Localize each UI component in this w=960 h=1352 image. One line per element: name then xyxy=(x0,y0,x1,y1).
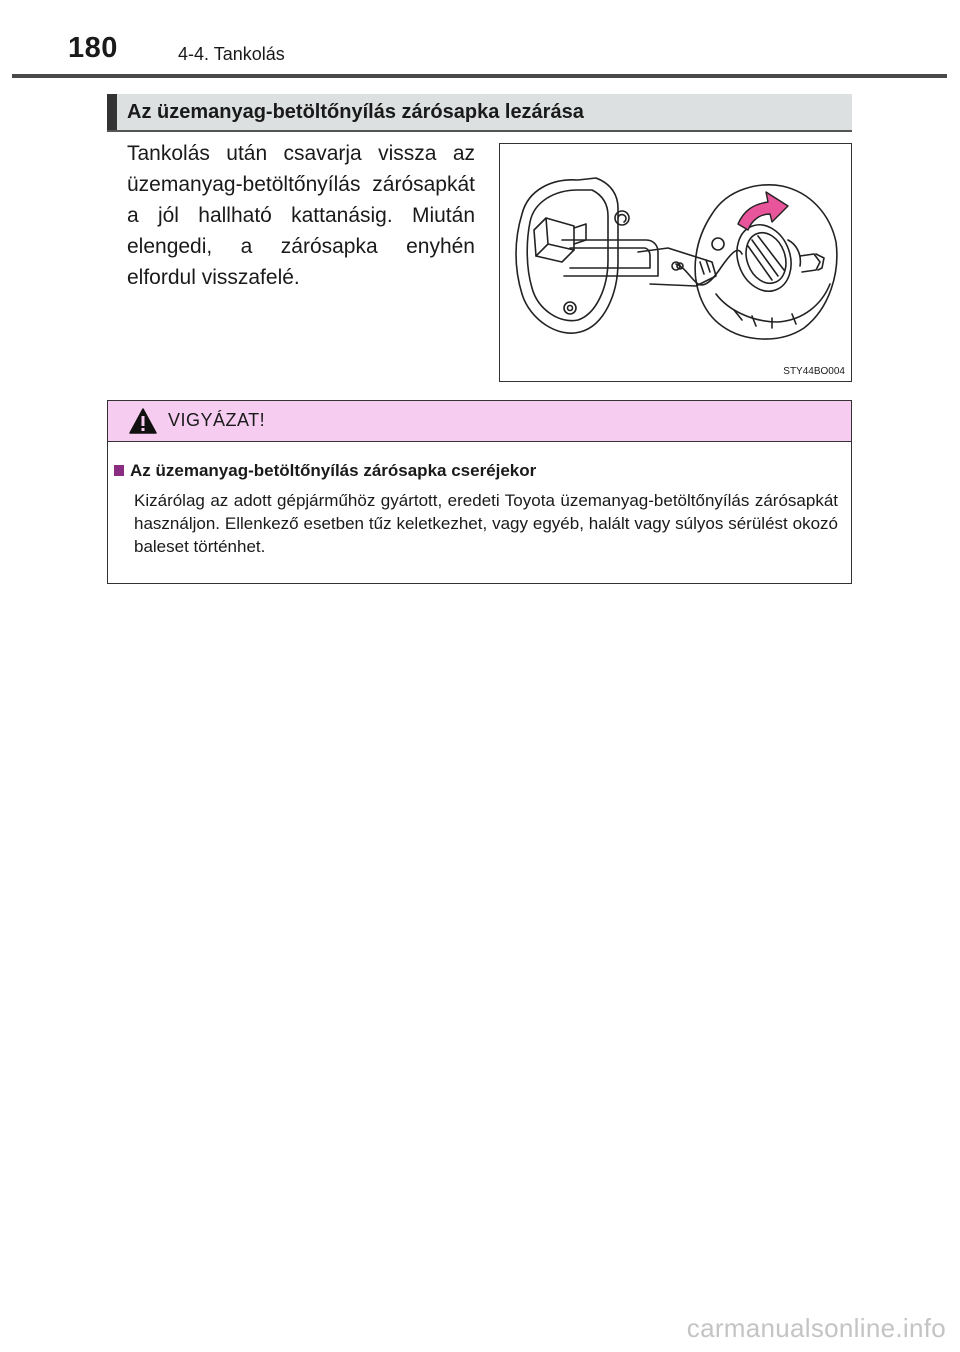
page-number: 180 xyxy=(68,32,118,64)
warning-text: Kizárólag az adott gépjárműhöz gyártott, eredeti Toyota üzemanyag-betöltőnyílás zárósapkát használjon. Ellenkező esetben tűz keletkezhet, vagy egyéb, halált vagy súlyos sérülést okozó baleset történhet. xyxy=(134,491,838,556)
tether-clip xyxy=(700,260,710,274)
cap-bracket xyxy=(800,254,820,272)
fuel-door-outline xyxy=(516,178,618,333)
door-hole-inner xyxy=(568,306,573,311)
header-rule xyxy=(12,74,947,78)
door-screw-slot xyxy=(618,215,626,222)
hinge-arm-frame xyxy=(562,240,658,276)
square-bullet-icon xyxy=(114,465,124,476)
warning-header xyxy=(108,401,851,442)
housing-screw xyxy=(712,238,724,250)
warning-triangle-icon xyxy=(128,407,158,435)
hinge-clip-tab xyxy=(574,224,586,244)
warning-subheading xyxy=(114,461,536,481)
heading-title: Az üzemanyag-betöltőnyílás zárósapka lezárása xyxy=(127,101,584,123)
watermark: carmanualsonline.info xyxy=(686,1313,946,1343)
heading-accent-bar xyxy=(107,94,117,130)
instruction-text: Tankolás után csavarja vissza az üzemanyag-betöltőnyílás zárósapkát a jól hallható kattanásig. Miután elengedi, a zárósapka enyhén elfordul visszafelé. xyxy=(127,142,475,289)
warning-box xyxy=(107,400,852,584)
fuel-cap-illustration xyxy=(499,143,852,382)
fuel-cap-drawing xyxy=(500,144,850,380)
housing-ribs xyxy=(734,310,796,328)
figure-code: STY44BO004 xyxy=(783,366,845,377)
section-label: 4-4. Tankolás xyxy=(178,44,285,64)
filler-housing-rim xyxy=(716,284,830,322)
fuel-cap-outer xyxy=(728,217,800,299)
door-hole xyxy=(564,302,576,314)
hinge-arm-inner xyxy=(570,248,650,268)
section-heading xyxy=(107,94,852,132)
warning-title: VIGYÁZAT! xyxy=(168,410,266,430)
warning-subheading-text: Az üzemanyag-betöltőnyílás zárósapka cseréjekor xyxy=(130,461,537,480)
door-screw xyxy=(615,211,629,225)
